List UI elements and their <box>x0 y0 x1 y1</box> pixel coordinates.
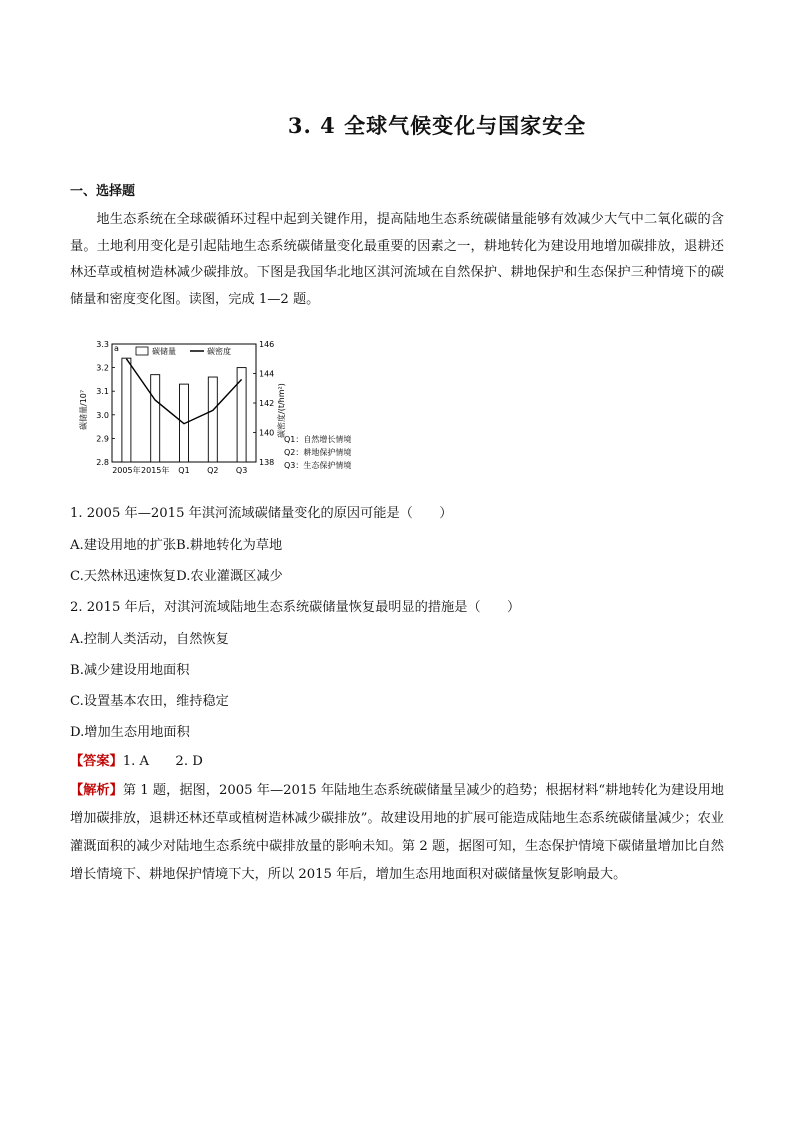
carbon-storage-bar <box>122 358 131 462</box>
x-tick-label: 2015年 <box>141 466 170 475</box>
question-2-option-b: B.减少建设用地面积 <box>70 663 190 678</box>
question-2-option-a: A.控制人类活动，自然恢复 <box>70 632 229 647</box>
analysis-label: 【解析】 <box>70 783 123 798</box>
carbon-storage-bar <box>151 375 160 462</box>
right-tick-label: 142 <box>259 399 275 408</box>
left-tick-label: 3.0 <box>96 410 109 420</box>
question-2-option-c: C.设置基本农田，维持稳定 <box>70 694 229 709</box>
x-tick-label: Q1 <box>178 466 190 475</box>
analysis-paragraph <box>70 777 724 889</box>
scenario-note: Q3：生态保护情境 <box>284 461 352 470</box>
carbon-storage-bar <box>208 377 217 462</box>
question-2-stem: 2. 2015 年后，对淇河流域陆地生态系统碳储量恢复最明显的措施是（ ） <box>70 600 521 615</box>
answer-line <box>70 750 203 769</box>
x-tick-label: 2005年 <box>112 466 141 475</box>
question-1-options-cd: C.天然林迅速恢复D.农业灌溉区减少 <box>70 569 283 584</box>
right-tick-label: 146 <box>259 340 275 349</box>
left-axis-label: 碳储量/10⁷ <box>79 389 88 430</box>
left-tick-label: 3.1 <box>96 387 109 397</box>
scenario-note: Q1：自然增长情境 <box>284 435 352 444</box>
carbon-storage-bar <box>237 368 246 462</box>
section-heading: 一、选择题 <box>70 184 136 199</box>
right-axis-label: 碳密度/(t/hm²) <box>277 383 286 438</box>
carbon-chart <box>72 338 392 482</box>
right-tick-label: 138 <box>259 458 275 467</box>
question-2-option-d: D.增加生态用地面积 <box>70 725 190 740</box>
analysis-text: 第 1 题，据图，2005 年—2015 年陆地生态系统碳储量呈减少的趋势；根据材料“耕地转化为建设用地增加碳排放，退耕还林还草或植树造林减少碳排放”。故建设用地的扩展可能造成陆地生态系统碳储量减少；农业灌溉面积的减少对陆地生态系统中碳排放量的影响未知。第 2 题，据图可知，生态保护情境下碳储量增加比自然增长情境下、耕地保护情境下大，所以 2015 年后，增加生态用地面积对碳储量恢复影响最大。 <box>70 783 724 882</box>
question-1-options-ab: A.建设用地的扩张B.耕地转化为草地 <box>70 538 283 553</box>
intro-paragraph: 地生态系统在全球碳循环过程中起到关键作用，提高陆地生态系统碳储量能够有效减少大气中二氧化碳的含量。土地利用变化是引起陆地生态系统碳储量变化最重要的因素之一，耕地转化为建设用地增加碳排放，退耕还林还草或植树造林减少碳排放。下图是我国华北地区淇河流域在自然保护、耕地保护和生态保护三种情境下的碳储量和密度变化图。读图，完成 1—2 题。 <box>70 212 724 307</box>
scenario-note: Q2：耕地保护情境 <box>284 448 352 457</box>
chart-svg <box>72 338 392 482</box>
left-tick-label: 2.9 <box>96 434 109 444</box>
left-tick-label: 3.2 <box>96 363 109 373</box>
left-tick-label: 3.3 <box>96 340 109 349</box>
panel-label: a <box>114 344 119 353</box>
x-tick-label: Q3 <box>235 466 248 475</box>
answer-label: 【答案】 <box>70 754 123 769</box>
legend-bar-label: 碳储量 <box>152 347 176 356</box>
legend-line-label: 碳密度 <box>207 347 231 356</box>
right-tick-label: 144 <box>259 369 275 379</box>
legend-bar-swatch <box>136 347 148 355</box>
answer-text: 1. A 2. D <box>122 754 203 769</box>
page-title: 3. 4 全球气候变化与国家安全 <box>287 113 587 138</box>
left-tick-label: 2.8 <box>96 458 109 467</box>
right-tick-label: 140 <box>259 428 275 438</box>
question-1-stem: 1. 2005 年—2015 年淇河流域碳储量变化的原因可能是（ ） <box>70 506 453 521</box>
x-tick-label: Q2 <box>207 466 219 475</box>
